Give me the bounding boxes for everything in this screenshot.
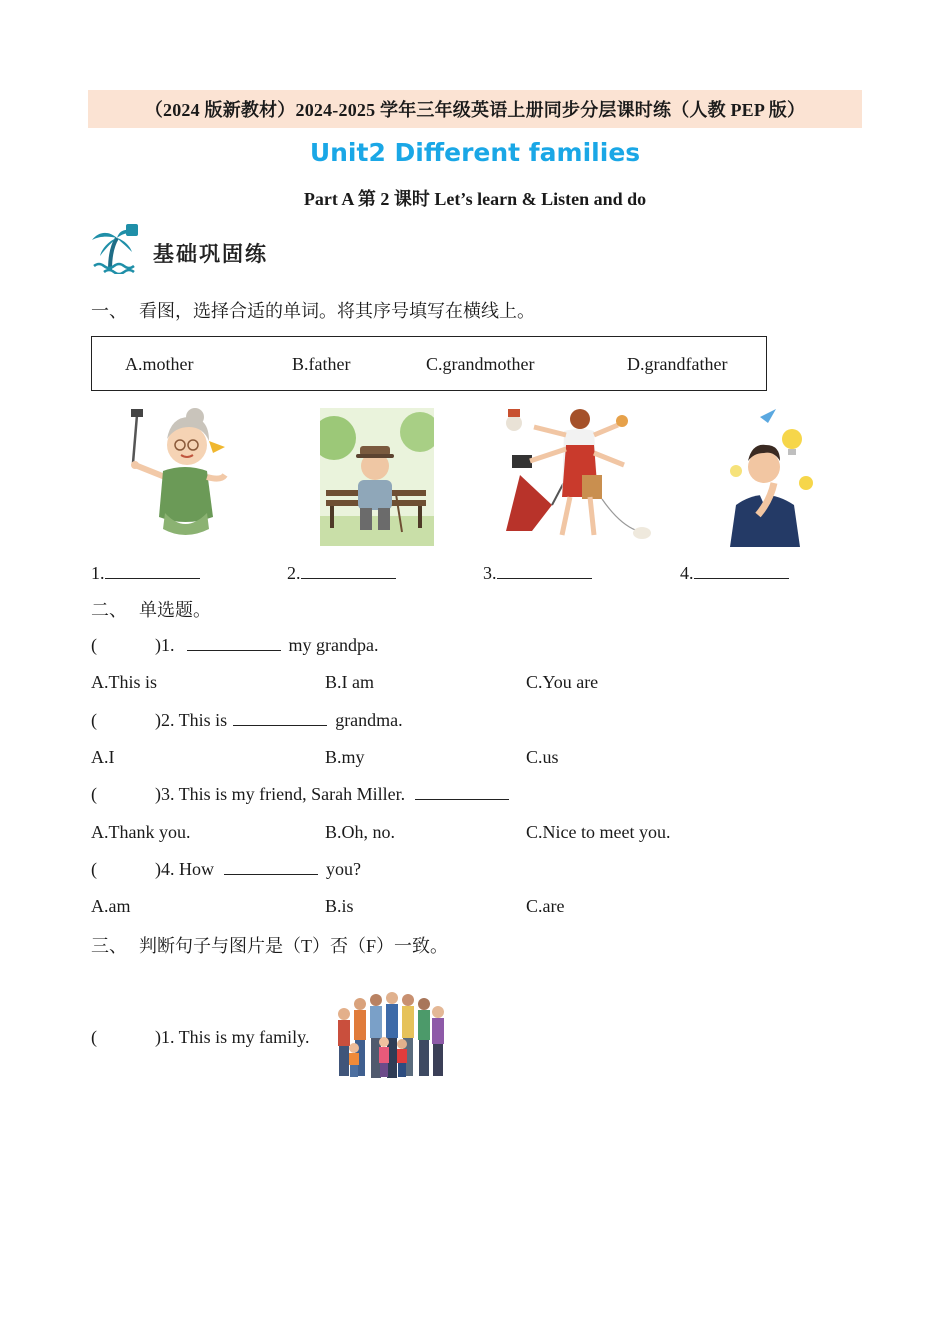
q1-option-a[interactable]: A.This is [91, 672, 158, 692]
section1-heading [91, 297, 535, 323]
blank-1-line[interactable] [105, 562, 200, 579]
q4-option-b[interactable]: B.is [325, 896, 354, 916]
busy-mother-image [490, 405, 660, 545]
section-badge [90, 222, 320, 274]
section1-number: 一、 [91, 301, 127, 321]
mc-question-4 [91, 859, 361, 880]
blank-1-label: 1. [91, 563, 105, 583]
q4-option-a[interactable]: A.am [91, 896, 131, 916]
badge-label: 基础巩固练 [153, 242, 268, 266]
question-2-prefix: )2. This is [155, 710, 228, 730]
question-3-prefix: )3. This is my friend, Sarah Miller. [155, 784, 406, 804]
question-1-blank[interactable] [187, 635, 281, 651]
question-4-blank[interactable] [224, 859, 318, 875]
question-4-prefix: )4. How [155, 859, 214, 879]
mc-question-1 [91, 635, 378, 656]
section2-instruction: 单选题。 [139, 600, 211, 620]
blank-3[interactable] [483, 562, 592, 584]
question-1-prefix: )1. [155, 635, 175, 655]
q1-option-c[interactable]: C.You are [526, 672, 599, 692]
q4-option-c[interactable]: C.are [526, 896, 565, 916]
answer-paren-3[interactable]: ( [91, 784, 97, 804]
answer-paren-2[interactable]: ( [91, 710, 97, 730]
grandfather-bench-image [320, 408, 434, 546]
blank-2-label: 2. [287, 563, 301, 583]
question-2-suffix: grandma. [335, 710, 403, 730]
q2-option-b[interactable]: B.my [325, 747, 365, 767]
q2-option-a[interactable]: A.I [91, 747, 115, 767]
section2-number: 二、 [91, 600, 127, 620]
word-option-b: B.father [292, 354, 351, 374]
father-thinking-image [718, 405, 818, 547]
palm-tree-icon [90, 222, 142, 274]
question-2-blank[interactable] [233, 710, 327, 726]
blank-1[interactable] [91, 562, 200, 584]
q3-option-c[interactable]: C.Nice to meet you. [526, 822, 671, 842]
grandmother-selfie-image [125, 405, 237, 545]
section2-heading [91, 596, 211, 622]
question-4-suffix: you? [326, 859, 361, 879]
blank-2[interactable] [287, 562, 396, 584]
word-option-d: D.grandfather [627, 354, 728, 374]
mc-question-3 [91, 784, 517, 805]
tf-question-1 [91, 1027, 310, 1048]
mc-question-2 [91, 710, 403, 731]
family-group-image [330, 990, 450, 1084]
blank-4-label: 4. [680, 563, 694, 583]
question-1-suffix: my grandpa. [288, 635, 379, 655]
answer-paren-4[interactable]: ( [91, 859, 97, 879]
blank-3-label: 3. [483, 563, 497, 583]
header-banner: （2024 版新教材）2024-2025 学年三年级英语上册同步分层课时练（人教 PEP 版） [88, 90, 862, 128]
tf-question-1-text: )1. This is my family. [155, 1027, 310, 1047]
section3-number: 三、 [91, 936, 127, 956]
section1-instruction: 看图，选择合适的单词。将其序号填写在横线上。 [139, 301, 535, 321]
blank-2-line[interactable] [301, 562, 396, 579]
section3-instruction: 判断句子与图片是（T）否（F）一致。 [139, 936, 449, 956]
blank-4-line[interactable] [694, 562, 789, 579]
q3-option-a[interactable]: A.Thank you. [91, 822, 191, 842]
section3-heading [91, 932, 448, 958]
unit-title: Unit2 Different families [309, 138, 641, 167]
word-bank [91, 336, 767, 391]
word-option-c: C.grandmother [426, 354, 535, 374]
tf-answer-paren-1[interactable]: ( [91, 1027, 97, 1047]
blank-3-line[interactable] [497, 562, 592, 579]
blank-4[interactable] [680, 562, 789, 584]
word-option-a: A.mother [125, 354, 194, 374]
lesson-title: Part A 第 2 课时 Let’s learn & Listen and do [303, 189, 647, 209]
answer-paren-1[interactable]: ( [91, 635, 97, 655]
question-3-blank[interactable] [415, 784, 509, 800]
q2-option-c[interactable]: C.us [526, 747, 559, 767]
q3-option-b[interactable]: B.Oh, no. [325, 822, 396, 842]
q1-option-b[interactable]: B.I am [325, 672, 374, 692]
